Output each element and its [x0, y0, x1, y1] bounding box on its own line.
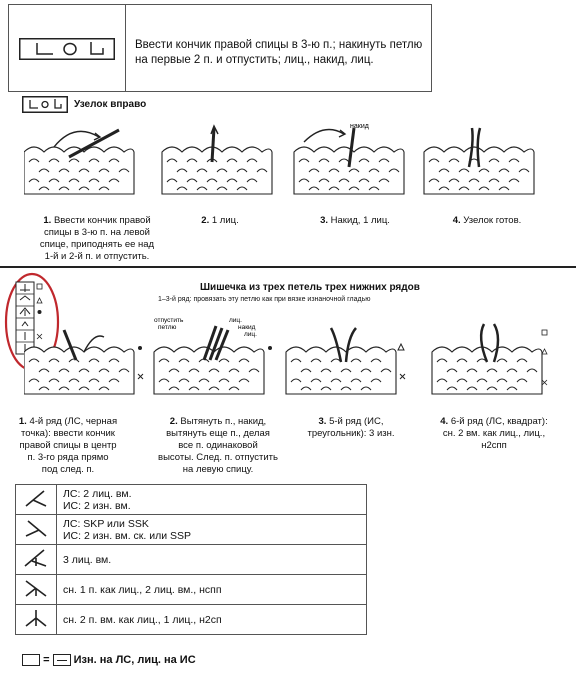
- section2-illustrations: [24, 308, 564, 400]
- legend-desc: ЛС: SKP или SSK ИС: 2 изн. вм. ск. или SSP: [57, 515, 367, 545]
- legend-symbol-cell: [16, 545, 57, 575]
- symbol-legend: [15, 484, 367, 635]
- section1-title: Узелок вправо: [74, 99, 147, 110]
- callout-lic: лиц.: [229, 317, 242, 324]
- legend-row: [16, 605, 367, 635]
- callout-nakid-2: накид: [238, 324, 256, 331]
- section2-title: Шишечка из трех петель трех нижних рядов: [200, 282, 420, 293]
- legend-desc: ЛС: 2 лиц. вм. ИС: 2 изн. вм.: [57, 485, 367, 515]
- top-box-text: Ввести кончик правой спицы в 3-ю п.; накинуть петлю на первые 2 п. и отпустить; лиц., накид, лиц.: [135, 39, 423, 66]
- section2-step3-caption: 3. 5-й ряд (ИС, треугольник): 3 изн.: [307, 416, 395, 439]
- purl-square-icon: [53, 654, 71, 666]
- section1-step3-caption: 3. Накид, 1 лиц.: [320, 215, 390, 226]
- illustration-step3: [294, 128, 404, 194]
- section2-subtitle: 1–3-й ряд: провязать эту петлю как при вязке изнаночной гладью: [158, 296, 371, 303]
- legend-desc: 3 лиц. вм.: [57, 545, 367, 575]
- legend-desc: сн. 2 п. вм. как лиц., 1 лиц., н2сп: [57, 605, 367, 635]
- section-divider: [0, 266, 576, 268]
- empty-square-icon: [22, 654, 40, 666]
- legend-row: [16, 485, 367, 515]
- legend-desc: сн. 1 п. как лиц., 2 лиц. вм., нспп: [57, 575, 367, 605]
- legend-symbol-cell: [16, 575, 57, 605]
- knot-symbol-icon: [19, 38, 115, 60]
- illustration-bobble-step4: [432, 324, 547, 394]
- top-box-divider: [125, 5, 126, 91]
- section2-step4-caption: 4. 6-й ряд (ЛС, квадрат): сн. 2 вм. как лиц., лиц., н2спп: [440, 416, 548, 451]
- knot-symbol-small-icon: [22, 96, 68, 113]
- k3tog-symbol-icon: [22, 547, 50, 569]
- illustration-step4: [424, 128, 534, 194]
- section1-step2-caption: 2. 1 лиц.: [201, 215, 239, 226]
- section2-step2-caption: 2. Вытянуть п., накид, вытянуть еще п., делая все п. одинаковой высоты. След. п. отпустить на левую спицу.: [158, 416, 278, 475]
- top-instruction-box: [8, 4, 432, 92]
- bottom-note-text: Изн. на ЛС, лиц. на ИС: [73, 654, 196, 666]
- legend-row: [16, 515, 367, 545]
- s2kp-symbol-icon: [22, 607, 50, 629]
- legend-row: [16, 545, 367, 575]
- section1-step1-caption: 1. Ввести кончик правой спицы в 3-ю п. на левой спице, приподнять ее над 1-й и 2-й п. и отпустить.: [39, 215, 155, 262]
- section1-illustrations: [24, 122, 544, 202]
- sk2p-symbol-icon: [22, 577, 50, 599]
- callout-nakid-1: накид: [350, 123, 369, 130]
- callout-otpustit: отпустить: [154, 317, 184, 324]
- equals-sign: =: [43, 654, 50, 666]
- section1-step4-caption: 4. Узелок готов.: [452, 215, 522, 226]
- illustration-bobble-step3: [286, 328, 405, 394]
- legend-symbol-cell: [16, 485, 57, 515]
- legend-symbol-cell: [16, 605, 57, 635]
- legend-row: [16, 575, 367, 605]
- k2tog-symbol-icon: [22, 487, 50, 509]
- ssk-symbol-icon: [22, 517, 50, 539]
- section2-step1-caption: 1. 4-й ряд (ЛС, черная точка): ввести кончик правой спицы в центр п. 3-го ряда прямо под след. п.: [18, 416, 118, 475]
- bottom-note: [22, 654, 196, 666]
- illustration-step1: [24, 130, 134, 194]
- callout-lic2: лиц.: [244, 331, 257, 338]
- legend-symbol-cell: [16, 515, 57, 545]
- callout-petlyu: петлю: [158, 324, 177, 331]
- illustration-step2: [162, 126, 272, 194]
- illustration-bobble-step1: [24, 330, 143, 394]
